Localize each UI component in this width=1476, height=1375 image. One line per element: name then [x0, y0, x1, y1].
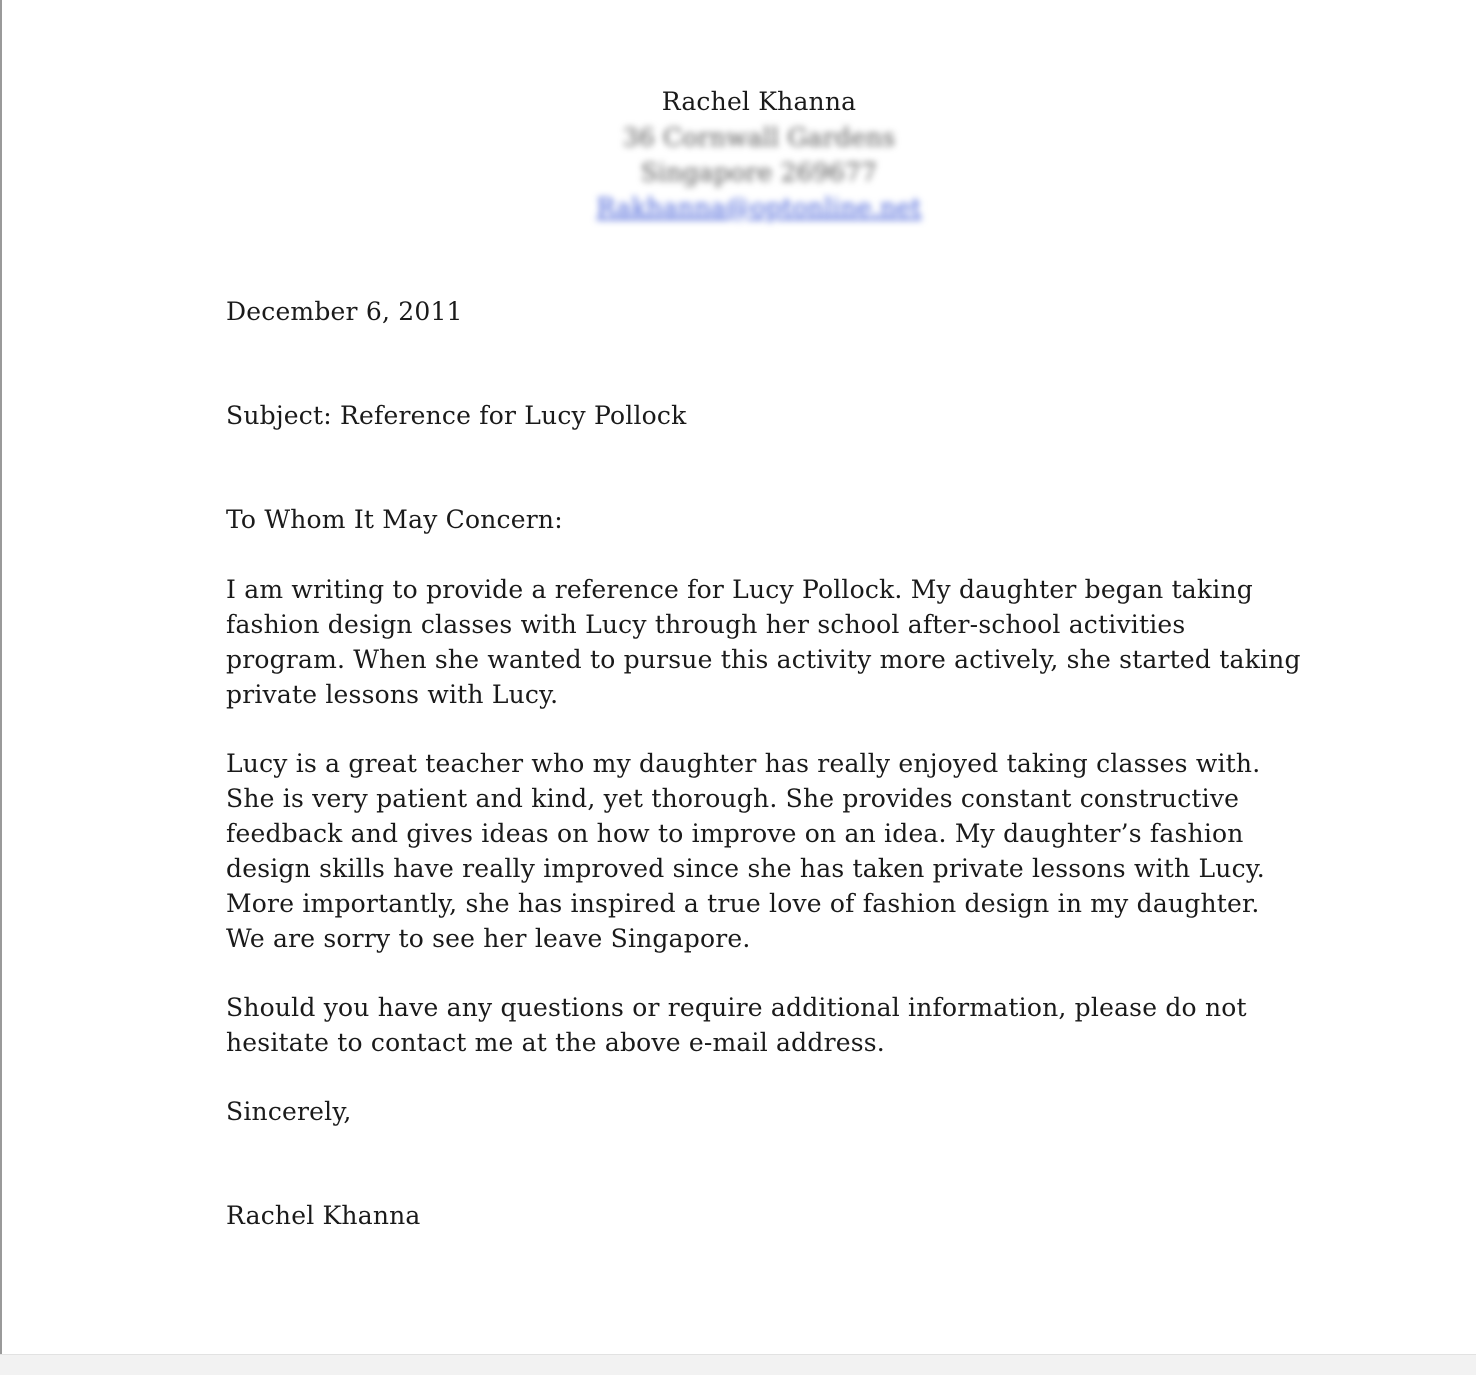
body-paragraph-1: I am writing to provide a reference for Lucy Pollock. My daughter began taking fashion design classes with Lucy through her school after-school activities program. When she wanted to pursue this activity more actively, she started taking private lessons with Lucy.: [226, 575, 1301, 709]
letter-closing: Sincerely,: [226, 1097, 352, 1126]
sender-email-link[interactable]: Rakhanna@optonline.net: [596, 193, 922, 222]
sender-address-line2: Singapore 269677: [640, 158, 878, 187]
body-paragraph-2: Lucy is a great teacher who my daughter has really enjoyed taking classes with. She is very patient and kind, yet thorough. She provides constant constructive feedback and gives ideas on how to improve on an idea. My daughter’s fashion design skills have really improved since she has taken private lessons with Lucy. More importantly, she has inspired a true love of fashion design in my daughter. We are sorry to see her leave Singapore.: [226, 749, 1265, 953]
letter-signature: Rachel Khanna: [226, 1201, 421, 1230]
letter-subject: Subject: Reference for Lucy Pollock: [226, 401, 687, 430]
letter-salutation: To Whom It May Concern:: [226, 505, 563, 534]
letter-date: December 6, 2011: [226, 297, 463, 326]
sender-address-line1: 36 Cornwall Gardens: [622, 123, 896, 152]
body-paragraph-3: Should you have any questions or require additional information, please do not hesitate to contact me at the above e-mail address.: [226, 993, 1247, 1057]
sender-name: Rachel Khanna: [661, 87, 857, 116]
window-bottom-strip: [0, 1354, 1476, 1375]
